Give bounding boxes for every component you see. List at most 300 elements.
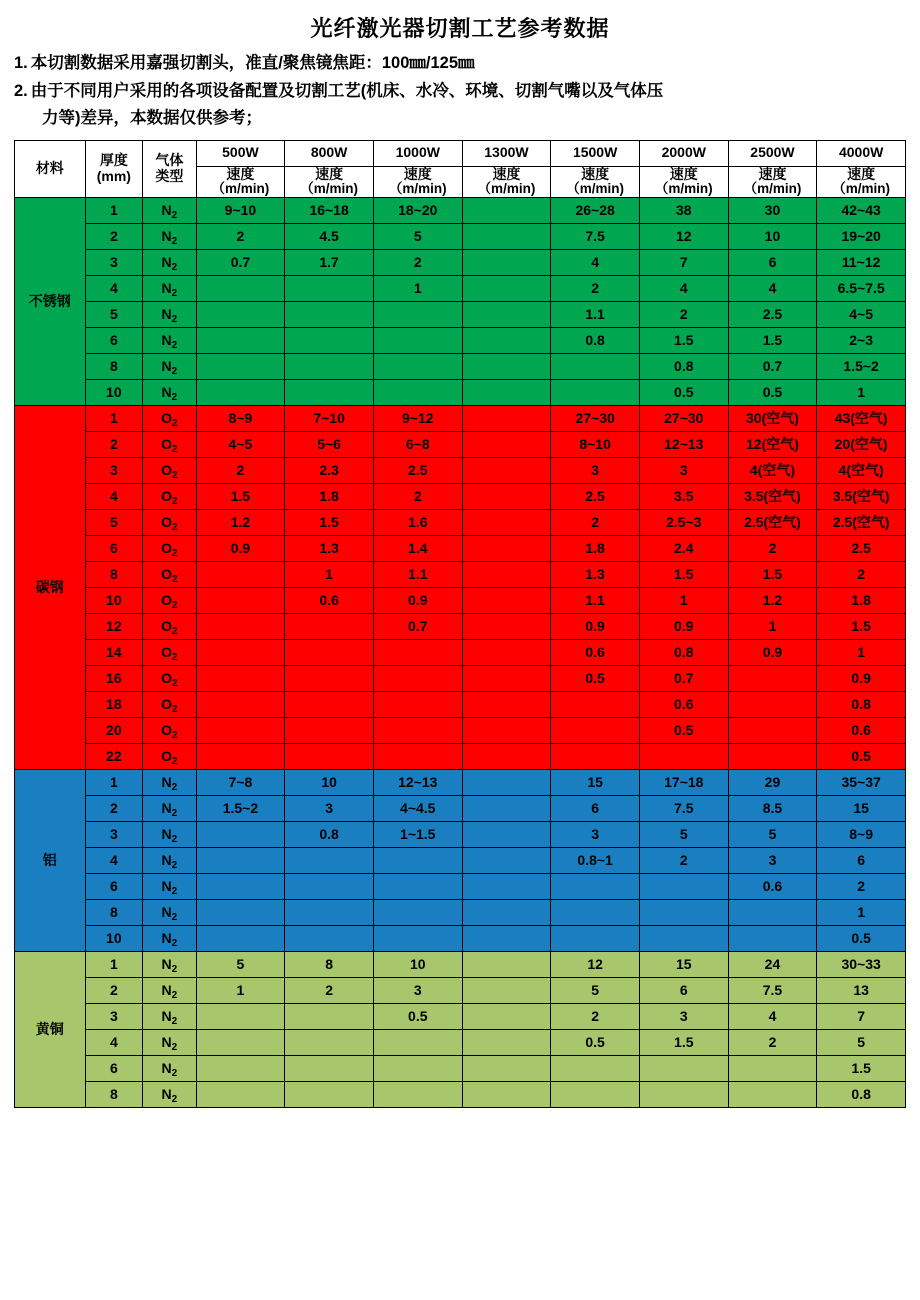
gas-type-cell: $O_2$ [143, 405, 196, 431]
thickness-cell: 2 [85, 223, 143, 249]
table-row [15, 613, 906, 639]
speed-cell: 8~10 [551, 431, 640, 457]
speed-cell [551, 379, 640, 405]
table-row [15, 717, 906, 743]
speed-cell: 12~13 [639, 431, 728, 457]
gas-type-cell: $O_2$ [143, 613, 196, 639]
speed-cell [462, 847, 551, 873]
header-speed-800w [285, 166, 374, 197]
material-cell: 碳钢 [15, 405, 86, 769]
speed-cell: 1 [639, 587, 728, 613]
table-row [15, 1029, 906, 1055]
speed-cell: 6 [639, 977, 728, 1003]
speed-cell [196, 899, 285, 925]
thickness-cell: 5 [85, 509, 143, 535]
speed-cell: 4 [551, 249, 640, 275]
speed-cell: 6 [817, 847, 906, 873]
speed-cell [728, 717, 817, 743]
thickness-cell: 4 [85, 847, 143, 873]
header-thickness-line2: (mm) [96, 167, 131, 184]
speed-cell: 43(空气) [817, 405, 906, 431]
speed-cell [285, 639, 374, 665]
speed-cell: 42~43 [817, 197, 906, 223]
speed-cell: 2 [728, 535, 817, 561]
speed-cell: 3 [728, 847, 817, 873]
speed-label: 速度 [315, 165, 344, 182]
gas-type-cell: $N_2$ [143, 795, 196, 821]
gas-type-cell: $O_2$ [143, 743, 196, 769]
speed-cell [551, 925, 640, 951]
speed-cell [462, 405, 551, 431]
header-speed-2000w [639, 166, 728, 197]
speed-cell [196, 743, 285, 769]
speed-cell [462, 899, 551, 925]
speed-cell: 6 [728, 249, 817, 275]
speed-cell: 2.5 [817, 535, 906, 561]
speed-unit: （m/min) [300, 181, 358, 197]
header-speed-500w [196, 166, 285, 197]
speed-cell: 7 [639, 249, 728, 275]
speed-cell: 0.8 [551, 327, 640, 353]
speed-cell: 7.5 [551, 223, 640, 249]
material-cell: 黄铜 [15, 951, 86, 1107]
speed-cell: 1.2 [196, 509, 285, 535]
speed-cell: 1.5~2 [817, 353, 906, 379]
table-row [15, 691, 906, 717]
thickness-cell: 10 [85, 379, 143, 405]
speed-cell: 10 [373, 951, 462, 977]
speed-cell: 10 [728, 223, 817, 249]
speed-cell: 30~33 [817, 951, 906, 977]
speed-cell: 3.5 [639, 483, 728, 509]
speed-cell [551, 1081, 640, 1107]
note-text: 由于不同用户采用的各项设备配置及切割工艺(机床、水冷、环境、切割气嘴以及气体压 [30, 81, 664, 100]
speed-cell [639, 1081, 728, 1107]
thickness-cell: 4 [85, 1029, 143, 1055]
speed-cell: 0.8 [639, 639, 728, 665]
speed-cell: 8~9 [817, 821, 906, 847]
speed-cell: 2.5 [551, 483, 640, 509]
speed-cell: 4~5 [196, 431, 285, 457]
speed-cell: 0.8 [817, 1081, 906, 1107]
thickness-cell: 8 [85, 1081, 143, 1107]
speed-cell: 1.5 [639, 327, 728, 353]
speed-cell: 1.1 [551, 301, 640, 327]
table-row [15, 587, 906, 613]
speed-cell: 4 [639, 275, 728, 301]
speed-cell: 30(空气) [728, 405, 817, 431]
speed-cell [285, 873, 374, 899]
speed-cell: 1.8 [551, 535, 640, 561]
speed-cell: 2 [551, 509, 640, 535]
table-row [15, 275, 906, 301]
speed-cell [196, 717, 285, 743]
speed-cell: 1.5 [196, 483, 285, 509]
speed-cell: 38 [639, 197, 728, 223]
thickness-cell: 2 [85, 795, 143, 821]
speed-label: 速度 [581, 165, 610, 182]
gas-type-cell: $O_2$ [143, 665, 196, 691]
speed-cell [373, 743, 462, 769]
table-row [15, 769, 906, 795]
speed-label: 速度 [403, 165, 432, 182]
speed-cell: 2 [639, 301, 728, 327]
speed-cell [285, 613, 374, 639]
speed-cell [285, 379, 374, 405]
speed-cell: 1.3 [551, 561, 640, 587]
speed-cell [462, 691, 551, 717]
speed-cell: 1.7 [285, 249, 374, 275]
speed-cell [462, 457, 551, 483]
speed-cell [373, 717, 462, 743]
note-item [14, 79, 906, 105]
speed-label: 速度 [492, 165, 521, 182]
speed-cell: 0.5 [551, 1029, 640, 1055]
speed-cell [462, 535, 551, 561]
speed-unit: （m/min) [743, 181, 802, 197]
speed-cell [639, 899, 728, 925]
speed-cell [728, 899, 817, 925]
speed-unit: （m/min) [388, 181, 447, 197]
table-row [15, 977, 906, 1003]
speed-cell: 13 [817, 977, 906, 1003]
speed-cell: 5~6 [285, 431, 374, 457]
speed-cell [285, 1055, 374, 1081]
speed-label: 速度 [847, 165, 876, 182]
speed-cell: 2.5(空气) [728, 509, 817, 535]
gas-type-cell: $O_2$ [143, 561, 196, 587]
speed-cell: 2.5~3 [639, 509, 728, 535]
speed-cell [462, 717, 551, 743]
speed-cell: 0.5 [817, 925, 906, 951]
gas-type-cell: $O_2$ [143, 457, 196, 483]
speed-cell: 27~30 [551, 405, 640, 431]
speed-cell: 1 [728, 613, 817, 639]
speed-cell: 4(空气) [728, 457, 817, 483]
speed-cell: 16~18 [285, 197, 374, 223]
header-speed-2500w [728, 166, 817, 197]
speed-cell: 2 [551, 275, 640, 301]
speed-cell: 0.9 [373, 587, 462, 613]
speed-cell: 0.9 [639, 613, 728, 639]
gas-type-cell: $O_2$ [143, 483, 196, 509]
speed-label: 速度 [226, 165, 255, 182]
speed-cell: 5 [639, 821, 728, 847]
speed-cell: 0.8~1 [551, 847, 640, 873]
speed-cell [462, 223, 551, 249]
speed-cell [551, 1055, 640, 1081]
note-item [14, 51, 906, 77]
gas-type-cell: $N_2$ [143, 1003, 196, 1029]
speed-cell [728, 925, 817, 951]
speed-cell: 35~37 [817, 769, 906, 795]
table-row [15, 1055, 906, 1081]
speed-cell: 0.6 [551, 639, 640, 665]
header-power-1500w: 1500W [551, 140, 640, 166]
speed-cell [285, 847, 374, 873]
speed-cell: 0.9 [817, 665, 906, 691]
speed-cell [373, 327, 462, 353]
note-text-continued: 力等)差异，本数据仅供参考； [42, 109, 262, 128]
speed-cell [462, 1003, 551, 1029]
gas-type-cell: $O_2$ [143, 509, 196, 535]
table-row [15, 197, 906, 223]
speed-cell: 0.5 [817, 743, 906, 769]
speed-cell: 0.6 [285, 587, 374, 613]
speed-cell [551, 353, 640, 379]
speed-cell [373, 873, 462, 899]
speed-cell: 20(空气) [817, 431, 906, 457]
header-speed-4000w [817, 166, 906, 197]
speed-cell [462, 249, 551, 275]
notes-block [0, 51, 920, 132]
speed-cell: 4~5 [817, 301, 906, 327]
gas-type-cell: $N_2$ [143, 977, 196, 1003]
speed-cell [551, 717, 640, 743]
speed-cell [728, 665, 817, 691]
speed-cell: 5 [196, 951, 285, 977]
speed-cell: 1.5 [728, 561, 817, 587]
speed-cell: 1.8 [285, 483, 374, 509]
table-row [15, 535, 906, 561]
speed-cell [285, 1029, 374, 1055]
gas-type-cell: $O_2$ [143, 587, 196, 613]
speed-cell: 2 [196, 457, 285, 483]
speed-cell: 2 [817, 561, 906, 587]
speed-cell [639, 743, 728, 769]
speed-cell: 2~3 [817, 327, 906, 353]
speed-cell: 6.5~7.5 [817, 275, 906, 301]
header-power-2500w: 2500W [728, 140, 817, 166]
table-row [15, 925, 906, 951]
gas-type-cell: $O_2$ [143, 431, 196, 457]
header-power-500w: 500W [196, 140, 285, 166]
gas-type-cell: $N_2$ [143, 899, 196, 925]
thickness-cell: 1 [85, 197, 143, 223]
speed-cell: 1.1 [373, 561, 462, 587]
speed-cell [373, 353, 462, 379]
speed-cell: 29 [728, 769, 817, 795]
speed-unit: （m/min) [832, 181, 891, 197]
speed-cell: 1.5 [285, 509, 374, 535]
speed-cell [462, 483, 551, 509]
speed-cell [462, 327, 551, 353]
speed-cell: 15 [817, 795, 906, 821]
speed-cell: 1.5 [817, 613, 906, 639]
speed-cell: 15 [551, 769, 640, 795]
speed-cell [196, 379, 285, 405]
table-row [15, 509, 906, 535]
speed-cell: 0.7 [196, 249, 285, 275]
speed-cell [196, 821, 285, 847]
speed-cell: 1.6 [373, 509, 462, 535]
speed-cell: 0.9 [196, 535, 285, 561]
speed-cell [462, 743, 551, 769]
table-header-row-power [15, 140, 906, 166]
speed-cell: 1 [817, 639, 906, 665]
gas-type-cell: $N_2$ [143, 197, 196, 223]
thickness-cell: 3 [85, 821, 143, 847]
speed-cell: 1.5 [817, 1055, 906, 1081]
speed-cell: 8 [285, 951, 374, 977]
thickness-cell: 14 [85, 639, 143, 665]
speed-cell: 6~8 [373, 431, 462, 457]
speed-cell: 0.8 [817, 691, 906, 717]
speed-cell: 30 [728, 197, 817, 223]
gas-type-cell: $N_2$ [143, 327, 196, 353]
speed-cell [728, 691, 817, 717]
header-thickness-line1: 厚度 [99, 152, 128, 169]
speed-cell: 9~10 [196, 197, 285, 223]
speed-cell [551, 899, 640, 925]
speed-cell [373, 899, 462, 925]
speed-cell [462, 1029, 551, 1055]
speed-cell: 17~18 [639, 769, 728, 795]
speed-cell: 1 [196, 977, 285, 1003]
speed-cell: 5 [551, 977, 640, 1003]
speed-cell: 0.7 [639, 665, 728, 691]
table-row [15, 873, 906, 899]
header-gas-line2: 类型 [155, 167, 184, 184]
header-power-1300w: 1300W [462, 140, 551, 166]
table-body [15, 197, 906, 1107]
table-row [15, 1081, 906, 1107]
speed-cell: 10 [285, 769, 374, 795]
header-speed-1000w [373, 166, 462, 197]
speed-cell: 2 [551, 1003, 640, 1029]
header-power-1000w: 1000W [373, 140, 462, 166]
thickness-cell: 1 [85, 769, 143, 795]
speed-cell: 7~8 [196, 769, 285, 795]
speed-cell [462, 197, 551, 223]
speed-label: 速度 [669, 165, 698, 182]
speed-cell: 0.6 [728, 873, 817, 899]
speed-cell [196, 847, 285, 873]
thickness-cell: 3 [85, 1003, 143, 1029]
thickness-cell: 1 [85, 951, 143, 977]
table-row [15, 1003, 906, 1029]
note-number: 1. [14, 54, 28, 72]
speed-cell: 2 [728, 1029, 817, 1055]
speed-cell: 0.5 [551, 665, 640, 691]
gas-type-cell: $O_2$ [143, 691, 196, 717]
speed-cell [196, 327, 285, 353]
speed-cell: 1 [373, 275, 462, 301]
thickness-cell: 18 [85, 691, 143, 717]
speed-cell [728, 1081, 817, 1107]
speed-cell: 1~1.5 [373, 821, 462, 847]
speed-cell: 3 [639, 1003, 728, 1029]
speed-cell: 7.5 [728, 977, 817, 1003]
speed-cell: 3 [551, 821, 640, 847]
table-row [15, 847, 906, 873]
speed-cell [462, 353, 551, 379]
speed-cell: 0.6 [817, 717, 906, 743]
speed-cell [285, 665, 374, 691]
table-row [15, 665, 906, 691]
table-row [15, 405, 906, 431]
speed-cell: 3 [639, 457, 728, 483]
speed-cell [196, 275, 285, 301]
speed-cell: 0.5 [373, 1003, 462, 1029]
header-gas-line1: 气体 [155, 152, 184, 169]
speed-cell: 24 [728, 951, 817, 977]
speed-cell [639, 925, 728, 951]
speed-cell [462, 977, 551, 1003]
thickness-cell: 22 [85, 743, 143, 769]
speed-cell [196, 561, 285, 587]
table-row [15, 639, 906, 665]
speed-cell [285, 301, 374, 327]
speed-cell: 2 [373, 483, 462, 509]
speed-cell: 0.9 [728, 639, 817, 665]
speed-cell [462, 951, 551, 977]
speed-cell: 4(空气) [817, 457, 906, 483]
gas-type-cell: $N_2$ [143, 873, 196, 899]
speed-cell [196, 1055, 285, 1081]
speed-cell: 5 [817, 1029, 906, 1055]
speed-cell: 0.6 [639, 691, 728, 717]
speed-cell [462, 639, 551, 665]
speed-cell: 2.5(空气) [817, 509, 906, 535]
speed-cell [462, 587, 551, 613]
speed-cell: 19~20 [817, 223, 906, 249]
speed-cell [373, 1081, 462, 1107]
speed-cell [196, 691, 285, 717]
speed-cell [196, 353, 285, 379]
speed-cell: 0.5 [639, 379, 728, 405]
table-header [15, 140, 906, 197]
thickness-cell: 4 [85, 275, 143, 301]
speed-cell [373, 691, 462, 717]
thickness-cell: 10 [85, 587, 143, 613]
speed-cell [462, 769, 551, 795]
thickness-cell: 6 [85, 327, 143, 353]
speed-cell [462, 275, 551, 301]
table-row [15, 431, 906, 457]
speed-cell [462, 509, 551, 535]
table-row [15, 457, 906, 483]
speed-label: 速度 [758, 165, 787, 182]
speed-cell: 12 [551, 951, 640, 977]
speed-cell: 3 [551, 457, 640, 483]
table-row [15, 743, 906, 769]
gas-type-cell: $N_2$ [143, 769, 196, 795]
speed-cell [462, 613, 551, 639]
gas-type-cell: $N_2$ [143, 1029, 196, 1055]
speed-cell: 2.5 [373, 457, 462, 483]
gas-type-cell: $N_2$ [143, 847, 196, 873]
speed-cell: 0.7 [373, 613, 462, 639]
gas-type-cell: $N_2$ [143, 275, 196, 301]
thickness-cell: 10 [85, 925, 143, 951]
speed-cell: 27~30 [639, 405, 728, 431]
speed-cell [373, 301, 462, 327]
speed-cell: 3 [285, 795, 374, 821]
thickness-cell: 16 [85, 665, 143, 691]
table-row [15, 899, 906, 925]
header-speed-1500w [551, 166, 640, 197]
gas-type-cell: $N_2$ [143, 353, 196, 379]
thickness-cell: 12 [85, 613, 143, 639]
speed-cell [462, 431, 551, 457]
note-number: 2. [14, 81, 28, 100]
speed-cell: 0.8 [639, 353, 728, 379]
speed-cell: 1 [817, 379, 906, 405]
table-row [15, 249, 906, 275]
thickness-cell: 20 [85, 717, 143, 743]
speed-cell [728, 1055, 817, 1081]
